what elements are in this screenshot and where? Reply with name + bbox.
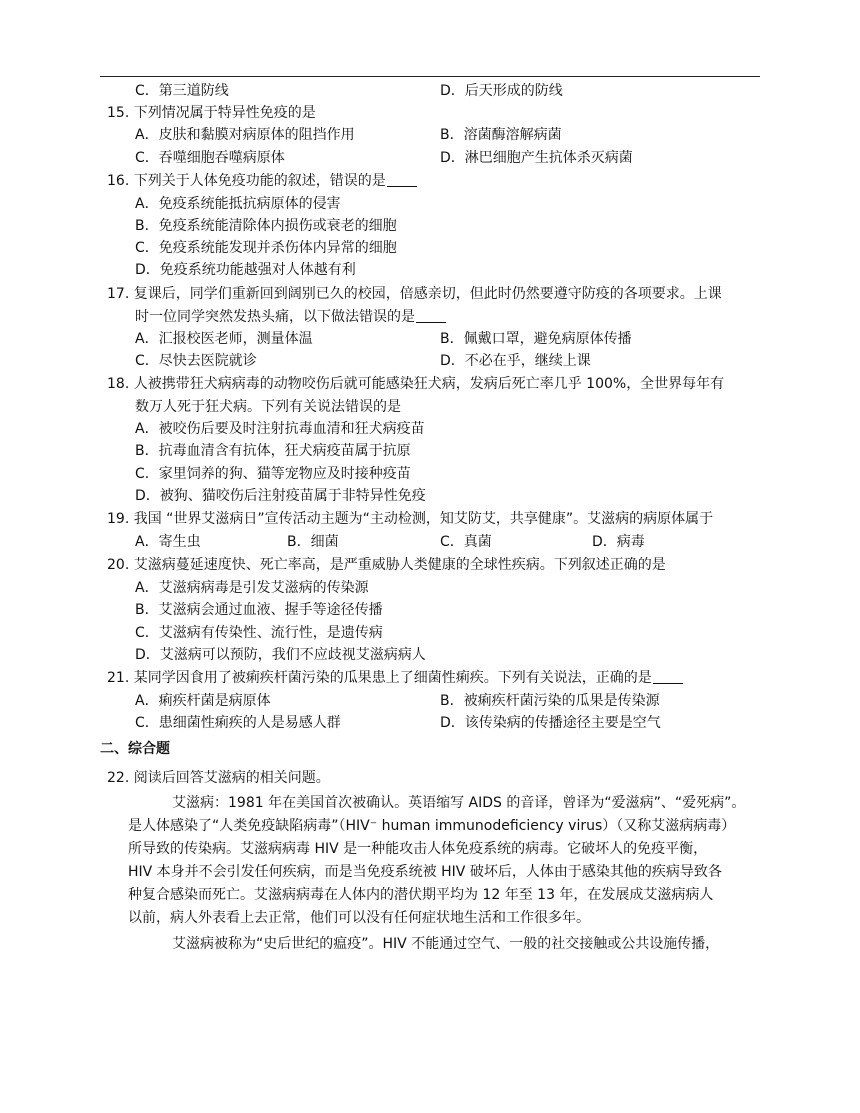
section-heading: 二、综合题 (100, 741, 170, 758)
q18-stem-row-2 (0, 396, 860, 418)
q20-stem-row (0, 553, 860, 577)
q15-options-ab (0, 124, 860, 146)
q14-options-cd (0, 80, 860, 102)
q22-stem-row (0, 764, 860, 792)
q19-stem: 19. 我国 “世界艾滋病日”宣传活动主题为“主动检测，知艾防艾，共享健康”。艾滋病的病原体属于 (107, 511, 714, 527)
q22-paragraph-line (0, 838, 860, 861)
q19-option-c[interactable]: C．真菌 (440, 534, 492, 550)
q15-stem-row (0, 102, 860, 124)
q16-option-c-row (0, 237, 860, 259)
q22-paragraph-1-line-6: 以前，病人外表看上去正常，他们可以没有任何症状地生活和工作很多年。 (128, 910, 590, 927)
q16-option-d-row (0, 259, 860, 281)
q22-paragraph-line (0, 907, 860, 930)
q21-stem: 21. 某同学因食用了被痢疾杆菌污染的瓜果患上了细菌性痢疾。下列有关说法，正确的是 (107, 669, 652, 686)
q19-stem-row (0, 507, 860, 531)
q21-stem-row (0, 666, 860, 690)
q17-options-ab (0, 328, 860, 350)
q17-option-d[interactable]: D．不必在乎，继续上课 (440, 352, 591, 369)
q19-option-a[interactable]: A．寄生虫 (135, 534, 201, 550)
q22-paragraph-line (0, 815, 860, 838)
q21-option-d[interactable]: D．该传染病的传播途径主要是空气 (440, 715, 661, 732)
q22-paragraph-1-line-5: 种复合感染而死亡。艾滋病病毒在人体内的潜伏期平均为 12 年至 13 年，在发展成艾滋病病人 (128, 887, 714, 904)
q16-stem-row (0, 169, 860, 193)
q20-stem: 20. 艾滋病蔓延速度快、死亡率高，是严重威胁人类健康的全球性疾病。下列叙述正确的是 (107, 557, 666, 574)
q22-paragraph-line (0, 930, 860, 958)
q15-option-c[interactable]: C．吞噬细胞吞噬病原体 (135, 149, 285, 166)
q18-option-a[interactable]: A．被咬伤后要及时注射抗毒血清和狂犬病疫苗 (135, 421, 425, 438)
header-rule (100, 76, 760, 77)
question-page (0, 80, 860, 958)
q18-option-b-row (0, 440, 860, 462)
q22-paragraph-line (0, 792, 860, 815)
answer-blank[interactable] (416, 308, 446, 323)
q22-paragraph-2-line-1: 艾滋病被称为“史后世纪的瘟疫”。HIV 不能通过空气、一般的社交接触或公共设施传播， (172, 936, 720, 953)
q17-stem-row-1 (0, 282, 860, 306)
q18-option-c[interactable]: C．家里饲养的狗、猫等宠物应及时接种疫苗 (135, 465, 411, 482)
q15-stem: 15. 下列情况属于特异性免疫的是 (107, 105, 316, 122)
q22-paragraph-1-line-1: 艾滋病：1981 年在美国首次被确认。英语缩写 AIDS 的音译，曾译为“爱滋病”、“爱死病”。 (172, 795, 746, 812)
q22-paragraph-1-line-4: HIV 本身并不会引发任何疾病，而是当免疫系统被 HIV 破坏后，人体由于感染其他的疾病导致各 (128, 864, 722, 881)
q14-option-c[interactable]: C．第三道防线 (135, 83, 229, 99)
q17-stem-1: 17. 复课后，同学们重新回到阔别已久的校园，倍感亲切，但此时仍然要遵守防疫的各项要求。上课 (107, 285, 722, 302)
q22-paragraph-1-line-3: 所导致的传染病。艾滋病病毒 HIV 是一种能攻击人体免疫系统的病毒。它破坏人的免疫平衡， (128, 841, 708, 858)
q20-option-c-row (0, 622, 860, 644)
q18-option-b[interactable]: B．抗毒血清含有抗体，狂犬病疫苗属于抗原 (135, 443, 411, 460)
q17-stem-2: 时一位同学突然发热头痛，以下做法错误的是 (135, 308, 415, 325)
q20-option-c[interactable]: C．艾滋病有传染性、流行性，是遗传病 (135, 624, 383, 641)
q21-option-c[interactable]: C．患细菌性痢疾的人是易感人群 (135, 715, 341, 732)
answer-blank[interactable] (653, 669, 683, 684)
q22-paragraph-1-line-2: 是人体感染了“人类免疫缺陷病毒”（HIV⁻ human immunodeficiency virus）（又称艾滋病病毒） (128, 818, 736, 835)
answer-blank[interactable] (387, 172, 417, 187)
q19-option-d[interactable]: D．病毒 (592, 534, 645, 550)
q17-option-b[interactable]: B．佩戴口罩，避免病原体传播 (440, 330, 632, 347)
section-heading-row (0, 734, 860, 764)
q16-option-b[interactable]: B．免疫系统能清除体内损伤或衰老的细胞 (135, 217, 397, 234)
q18-stem-row-1 (0, 372, 860, 396)
q21-option-b[interactable]: B．被痢疾杆菌污染的瓜果是传染源 (440, 692, 660, 709)
q16-option-a[interactable]: A．免疫系统能抵抗病原体的侵害 (135, 195, 341, 212)
q20-option-a[interactable]: A．艾滋病病毒是引发艾滋病的传染源 (135, 580, 369, 597)
q20-option-b-row (0, 599, 860, 621)
q18-stem-2: 数万人死于狂犬病。下列有关说法错误的是 (135, 399, 401, 416)
q20-option-d-row (0, 644, 860, 666)
q22-stem: 22. 阅读后回答艾滋病的相关问题。 (107, 770, 330, 787)
q18-stem-1: 18. 人被携带狂犬病病毒的动物咬伤后就可能感染狂犬病，发病后死亡率几乎 100%，全世界每年有 (107, 376, 725, 393)
q16-option-b-row (0, 215, 860, 237)
q21-options-cd (0, 712, 860, 734)
q15-option-a[interactable]: A．皮肤和黏膜对病原体的阻挡作用 (135, 127, 355, 144)
q20-option-a-row (0, 577, 860, 599)
q16-option-a-row (0, 193, 860, 215)
q19-option-b[interactable]: B．细菌 (287, 534, 339, 550)
q18-option-c-row (0, 463, 860, 485)
q21-options-ab (0, 690, 860, 712)
q17-option-c[interactable]: C．尽快去医院就诊 (135, 352, 257, 369)
q17-stem-row-2 (0, 306, 860, 328)
q14-option-d[interactable]: D．后天形成的防线 (440, 83, 563, 99)
q21-option-a[interactable]: A．痢疾杆菌是病原体 (135, 692, 271, 709)
q20-option-b[interactable]: B．艾滋病会通过血液、握手等途径传播 (135, 602, 383, 619)
q19-options (0, 531, 860, 553)
q18-option-a-row (0, 418, 860, 440)
q15-options-cd (0, 147, 860, 169)
q17-option-a[interactable]: A．汇报校医老师，测量体温 (135, 330, 313, 347)
q18-option-d-row (0, 485, 860, 507)
q15-option-b[interactable]: B．溶菌酶溶解病菌 (440, 127, 562, 144)
q22-paragraph-line (0, 861, 860, 884)
q18-option-d[interactable]: D．被狗、猫咬伤后注射疫苗属于非特异性免疫 (135, 487, 426, 504)
q15-option-d[interactable]: D．淋巴细胞产生抗体杀灭病菌 (440, 149, 633, 166)
q22-paragraph-line (0, 884, 860, 907)
q16-option-c[interactable]: C．免疫系统能发现并杀伤体内异常的细胞 (135, 240, 397, 257)
q17-options-cd (0, 350, 860, 372)
q16-option-d[interactable]: D．免疫系统功能越强对人体越有利 (135, 262, 356, 279)
q20-option-d[interactable]: D．艾滋病可以预防，我们不应歧视艾滋病病人 (135, 646, 426, 663)
q16-stem: 16. 下列关于人体免疫功能的叙述，错误的是 (107, 172, 386, 189)
